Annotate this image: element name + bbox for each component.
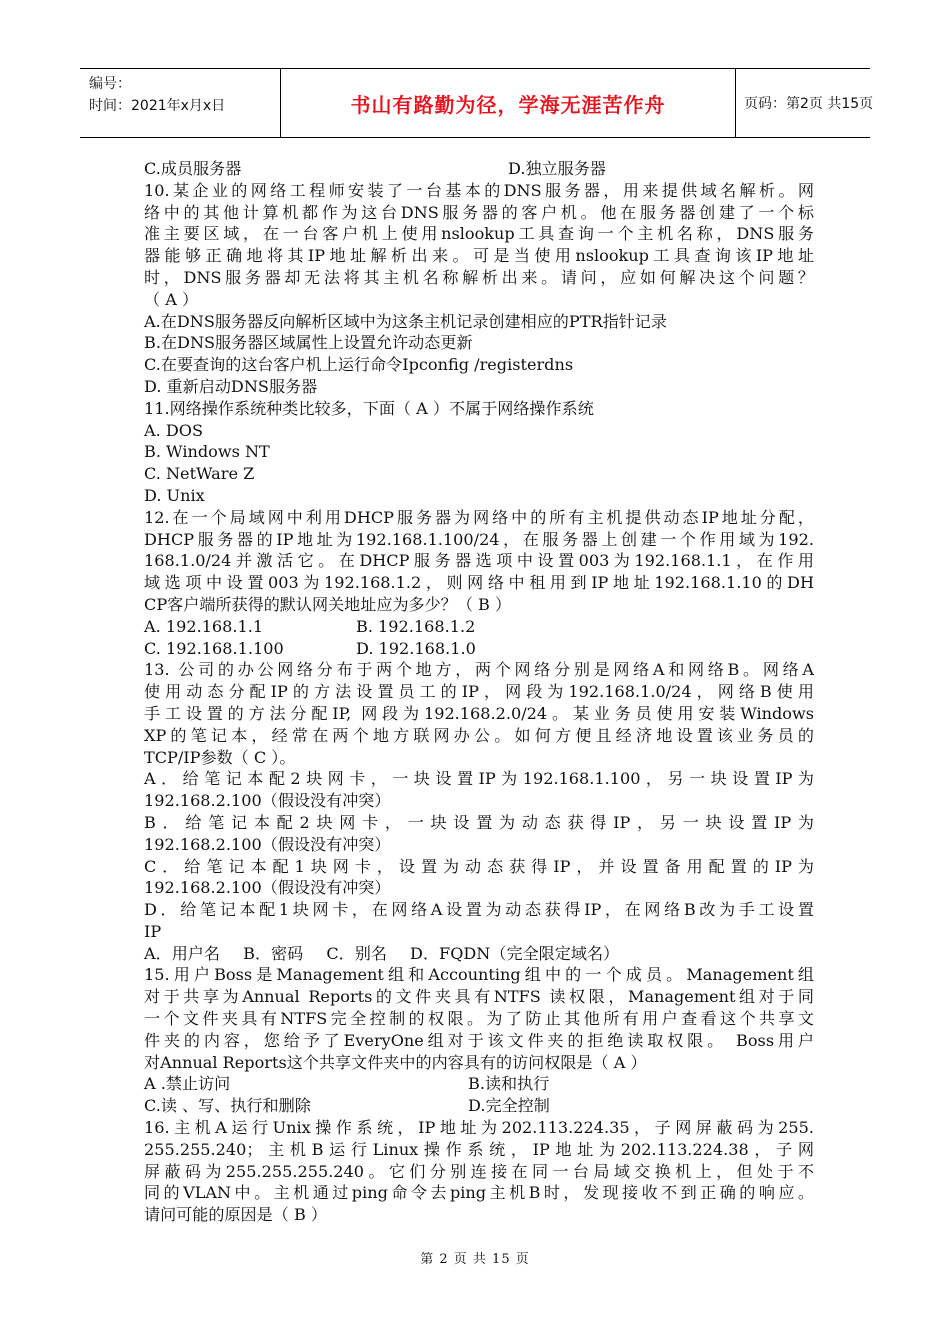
question-10-option-a: A.在DNS服务器反向解析区域中为这条主机记录创建相应的PTR指针记录: [144, 311, 667, 331]
question-11-option-c: C. NetWare Z: [144, 464, 255, 484]
question-13-option-a: A．给笔记本配2块网卡，一块设置IP为192.168.1.100，另一块设置IP为: [144, 769, 814, 789]
option-d: D.独立服务器: [508, 159, 606, 178]
document-number-label: 编号：: [89, 76, 131, 92]
question-10-text: 10.某企业的网络工程师安装了一台基本的DNS服务器，用来提供域名解析。网: [144, 180, 814, 200]
option-c: C.成员服务器: [144, 159, 242, 178]
question-13-text: TCP/IP参数（ C ）。: [144, 747, 296, 767]
options-row: [144, 1073, 814, 1095]
question-12-text: 域选项中设置003为192.168.1.2，则网络中租用到IP地址192.168.1.10的DH: [144, 573, 814, 593]
question-11-text: 11.网络操作系统种类比较多，下面（ A ）不属于网络操作系统: [144, 398, 594, 418]
question-12-text: DHCP服务器的IP地址为192.168.1.100/24，在服务器上创建一个作用域为192.: [144, 529, 814, 549]
question-13-option-a: 192.168.2.100（假设没有冲突）: [144, 791, 391, 811]
header-page-info: 页码：第2页 共15页: [744, 96, 874, 112]
question-10-text: 时，DNS服务器却无法将其主机名称解析出来。请问，应如何解决这个问题？: [144, 267, 814, 287]
question-15-text: 15.用户Boss是Management组和Accounting组中的一个成员。Management组: [144, 965, 814, 985]
options-row: [144, 616, 814, 638]
question-16-text: 请问可能的原因是（ B ）: [144, 1205, 327, 1225]
question-10-option-b: B.在DNS服务器区域属性上设置允许动态更新: [144, 333, 473, 353]
question-13-option-c: 192.168.2.100（假设没有冲突）: [144, 878, 391, 898]
question-13-text: 使用动态分配IP的方法设置员工的IP，网段为192.168.1.0/24，网络B使用: [144, 682, 814, 702]
question-10-text: 器能够正确地将其IP地址解析出来。可是当使用nslookup工具查询该IP地址: [144, 246, 814, 266]
question-16-text: 同的VLAN中。主机通过ping命令去ping主机B时，发现接收不到正确的响应。: [144, 1183, 814, 1203]
question-12-option-d: D. 192.168.1.0: [356, 638, 476, 658]
page-header: [80, 68, 874, 138]
question-16-text: 16.主机A运行Unix操作系统，IP地址为202.113.224.35，子网屏蔽码为255.: [144, 1118, 814, 1138]
question-11-option-a: A. DOS: [144, 420, 203, 440]
question-10-text: 络中的其他计算机都作为这台DNS服务器的客户机。他在服务器创建了一个标: [144, 202, 814, 222]
options-row: [144, 158, 814, 180]
options-row: [144, 1095, 814, 1117]
question-15-text: 对于共享为Annual Reports的文件夹具有NTFS 读权限，Management组对于同: [144, 987, 814, 1007]
question-13-option-d: IP: [144, 921, 162, 941]
question-13-text: XP的笔记本，经常在两个地方联网办公。如何方便且经济地设置该业务员的: [144, 725, 814, 745]
question-13-option-c: C．给笔记本配1块网卡，设置为动态获得IP，并设置备用配置的IP为: [144, 856, 814, 876]
question-15-option-b: B.读和执行: [468, 1074, 550, 1094]
document-body: [144, 158, 814, 1226]
options-row: [144, 638, 814, 660]
question-16-text: 屏蔽码为255.255.255.240。它们分别连接在同一台局域交换机上，但处于不: [144, 1161, 814, 1181]
question-14-options: A．用户名 B．密码 C．别名 D．FQDN（完全限定域名）: [144, 943, 620, 963]
header-slogan: 书山有路勤为径，学海无涯苦作舟: [280, 69, 736, 137]
question-10-option-c: C.在要查询的这台客户机上运行命令Ipconfig /registerdns: [144, 355, 574, 375]
question-15-option-a: A .禁止访问: [144, 1074, 231, 1094]
question-12-option-b: B. 192.168.1.2: [356, 616, 476, 636]
question-15-option-c: C.读 、写、执行和删除: [144, 1096, 311, 1116]
question-12-text: 12.在一个局域网中利用DHCP服务器为网络中的所有主机提供动态IP地址分配，: [144, 507, 814, 527]
question-13-text: 13. 公司的办公网络分布于两个地方，两个网络分别是网络A和网络B。网络A: [144, 660, 814, 680]
question-12-option-a: A. 192.168.1.1: [144, 616, 264, 636]
question-10-answer: （ A ）: [144, 289, 199, 309]
document-time-label: 时间：2021年x月x日: [89, 98, 226, 114]
question-12-text: 168.1.0/24并激活它。在DHCP服务器选项中设置003为192.168.1.1，在作用: [144, 551, 814, 571]
question-11-option-b: B. Windows NT: [144, 442, 270, 462]
question-11-option-d: D. Unix: [144, 485, 205, 505]
question-12-text: CP客户端所获得的默认网关地址应为多少？（ B ）: [144, 594, 512, 614]
page-footer: 第 2 页 共 15 页: [420, 1252, 530, 1267]
question-10-text: 准主要区域，在一台客户机上使用nslookup工具查询一个主机名称，DNS服务: [144, 224, 814, 244]
question-13-text: 手工设置的方法分配IP, 网段为192.168.2.0/24。某业务员使用安装Windows: [144, 703, 814, 723]
question-12-option-c: C. 192.168.1.100: [144, 638, 284, 658]
question-13-option-b: 192.168.2.100（假设没有冲突）: [144, 834, 391, 854]
question-15-option-d: D.完全控制: [468, 1096, 550, 1116]
question-10-option-d: D. 重新启动DNS服务器: [144, 376, 318, 396]
question-13-option-d: D．给笔记本配1块网卡，在网络A设置为动态获得IP，在网络B改为手工设置: [144, 900, 814, 920]
question-13-option-b: B．给笔记本配2块网卡，一块设置为动态获得IP，另一块设置IP为: [144, 812, 814, 832]
question-15-text: 件夹的内容，您给予了EveryOne组对于该文件夹的拒绝读取权限。 Boss用户: [144, 1030, 814, 1050]
question-16-text: 255.255.240；主机B运行Linux操作系统，IP地址为202.113.224.38，子网: [144, 1139, 814, 1159]
header-meta: [80, 69, 280, 137]
question-15-text: 对Annual Reports这个共享文件夹中的内容具有的访问权限是（ A ）: [144, 1052, 647, 1072]
question-15-text: 一个文件夹具有NTFS完全控制的权限。为了防止其他所有用户查看这个共享文: [144, 1009, 814, 1029]
